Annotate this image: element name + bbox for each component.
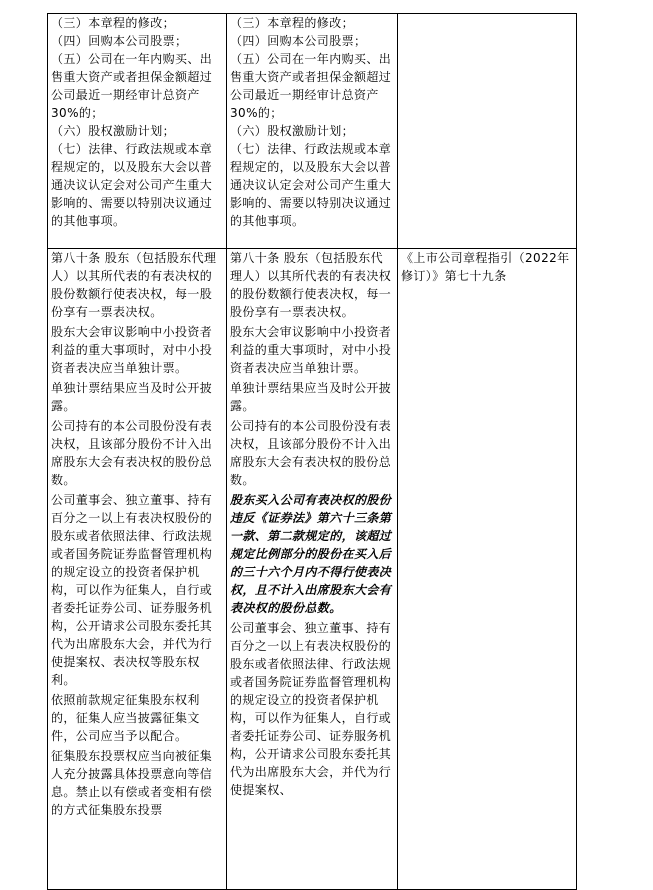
clause-paragraph: （六）股权激励计划； [230,124,355,138]
table-row [48,14,577,249]
clause-paragraph: 公司董事会、独立董事、持有百分之一以上有表决权股份的股东或者依照法律、行政法规或者国务院证券监督管理机构的规定设立的投资者保护机构，可以作为征集人，自行或者委托证券公司、证券服务机构，公开请求公司股东委托其代为出席股东大会，并代为行使提案权、表决权等股东权利。 [51,493,213,687]
original-text-cell [48,14,227,249]
clause-paragraph: （五）公司在一年内购买、出售重大资产或者担保金额超过公司最近一期经审计总资产 30%的； [51,52,213,120]
clause-paragraph: 第八十条 股东（包括股东代理人）以其所代表的有表决权的股份数额行使表决权，每一股份享有一票表决权。 [230,251,392,319]
clause-paragraph: （四）回购本公司股票； [230,34,367,48]
clause-paragraph: 征集股东投票权应当向被征集人充分披露具体投票意向等信息。禁止以有偿或者变相有偿的方式征集股东投票 [51,749,213,817]
clause-paragraph: 股东大会审议影响中小投资者利益的重大事项时，对中小投资者表决应当单独计票。 [230,325,392,375]
clause-paragraph: 公司董事会、独立董事、持有百分之一以上有表决权股份的股东或者依照法律、行政法规或者国务院证券监督管理机构的规定设立的投资者保护机构，可以作为征集人，自行或者委托证券公司、证券服务机构，公开请求公司股东委托其代为出席股东大会，并代为行使提案权、 [230,621,392,797]
added-clause-paragraph: 股东买入公司有表决权的股份违反《证券法》第六十三条第一款、第二款规定的，该超过规定比例部分的股份在买入后的三十六个月内不得行使表决权，且不计入出席股东大会有表决权的股份总数。 [230,493,392,615]
clause-paragraph: （三）本章程的修改； [230,16,355,30]
clause-paragraph: 公司持有的本公司股份没有表决权，且该部分股份不计入出席股东大会有表决权的股份总数。 [51,419,213,487]
comparison-table [47,13,577,890]
revised-text-cell [227,249,398,890]
clause-paragraph: （五）公司在一年内购买、出售重大资产或者担保金额超过公司最近一期经审计总资产 30%的； [230,52,392,120]
original-text-cell [48,249,227,890]
basis-cell: 《上市公司章程指引（2022年修订）》第七十九条 [398,249,577,890]
clause-paragraph: （四）回购本公司股票； [51,34,188,48]
clause-paragraph: 公司持有的本公司股份没有表决权，且该部分股份不计入出席股东大会有表决权的股份总数。 [230,419,392,487]
table-row [48,249,577,890]
clause-paragraph: （三）本章程的修改； [51,16,176,30]
clause-paragraph: （七）法律、行政法规或本章程规定的，以及股东大会以普通决议认定会对公司产生重大影响的、需要以特别决议通过的其他事项。 [51,142,213,228]
clause-paragraph: 第八十条 股东（包括股东代理人）以其所代表的有表决权的股份数额行使表决权，每一股份享有一票表决权。 [51,251,217,319]
clause-paragraph: （七）法律、行政法规或本章程规定的，以及股东大会以普通决议认定会对公司产生重大影响的、需要以特别决议通过的其他事项。 [230,142,392,228]
clause-paragraph: （六）股权激励计划； [51,124,176,138]
revised-text-cell [227,14,398,249]
clause-paragraph: 股东大会审议影响中小投资者利益的重大事项时，对中小投资者表决应当单独计票。 [51,325,213,375]
clause-paragraph: 单独计票结果应当及时公开披露。 [51,381,213,413]
clause-paragraph: 单独计票结果应当及时公开披露。 [230,381,392,413]
basis-cell [398,14,577,249]
clause-paragraph: 依照前款规定征集股东权利的，征集人应当披露征集文件，公司应当予以配合。 [51,693,200,743]
